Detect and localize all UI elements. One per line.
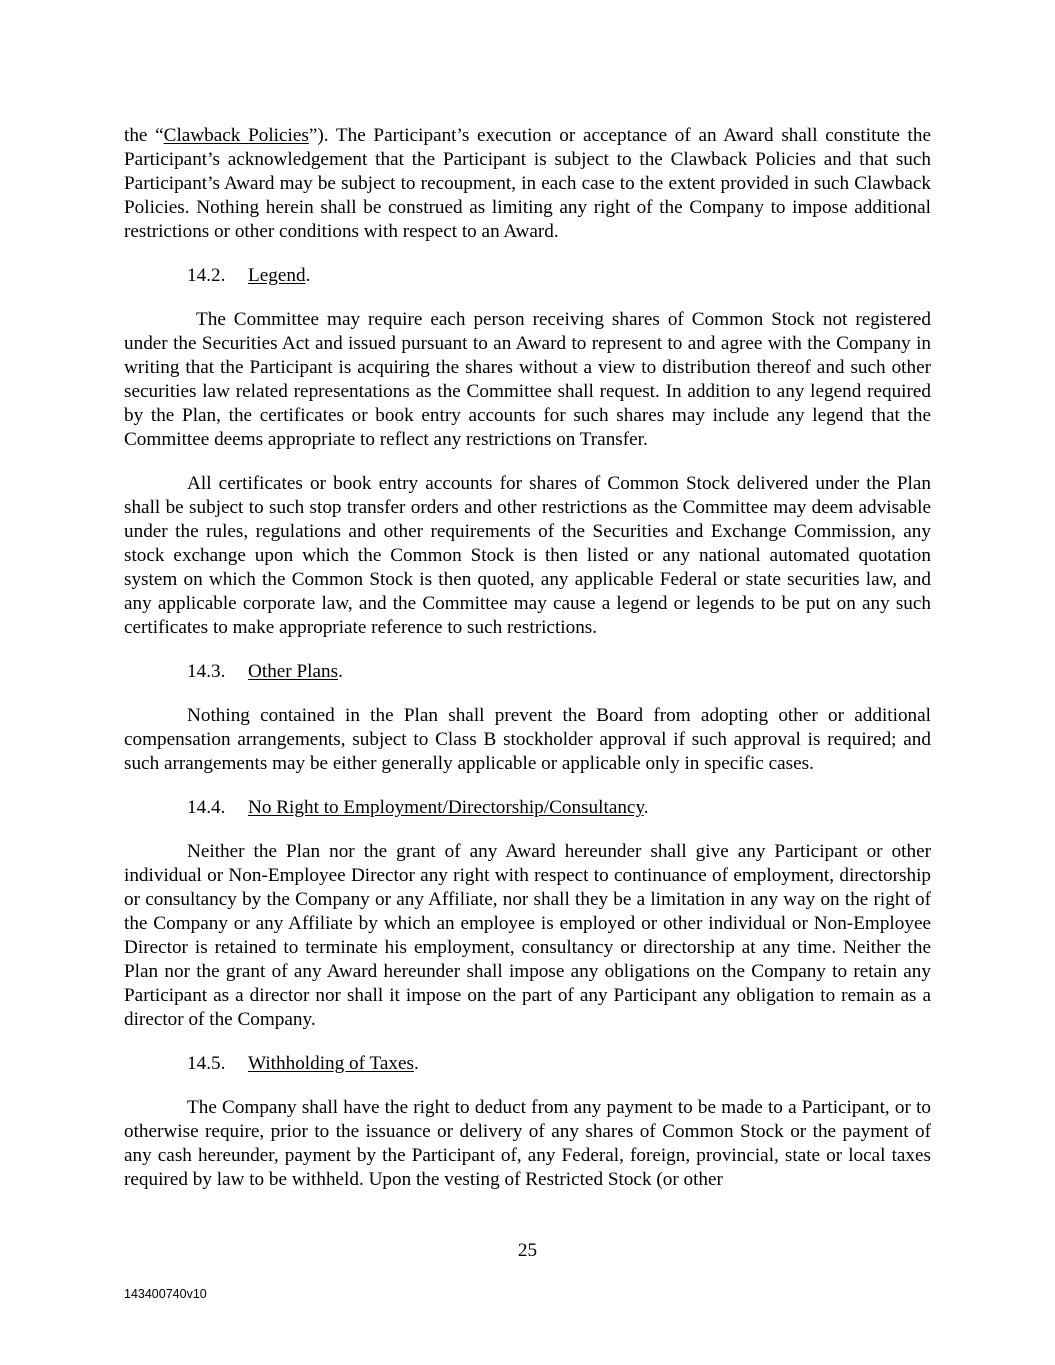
section-heading-14-4: 14.4. No Right to Employment/Directorship/Consultancy. <box>187 797 649 818</box>
document-id: 143400740v10 <box>124 1287 207 1301</box>
section-heading-14-5: 14.5. Withholding of Taxes. <box>187 1053 419 1074</box>
section-heading-14-3: 14.3. Other Plans. <box>187 661 343 682</box>
document-body <box>124 124 931 1212</box>
section-14-3-paragraph-1: Nothing contained in the Plan shall prevent the Board from adopting other or additional compensation arrangements, subject to Class B stockholder approval if such approval is required; and such arrangements may be either generally applicable or applicable only in specific cases. <box>124 705 931 774</box>
defined-term-clawback-policies: Clawback Policies <box>163 125 309 146</box>
section-title: Legend <box>248 265 306 286</box>
section-number: 14.5. <box>187 1053 226 1074</box>
section-title: Other Plans <box>248 661 339 682</box>
section-14-4-paragraph-1: Neither the Plan nor the grant of any Award hereunder shall give any Participant or other individual or Non-Employee Director any right with respect to continuance of employment, directorship or consultancy by the Company or any Affiliate, nor shall they be a limitation in any way on the right of the Company or any Affiliate by which an employee is employed or other individual or Non-Employee Director is retained to terminate his employment, consultancy or directorship at any time. Neither the Plan nor the grant of any Award hereunder shall impose any obligations on the Company to retain any Participant as a director nor shall it impose on the part of any Participant any obligation to remain as a director of the Company. <box>124 841 931 1030</box>
page-number: 25 <box>517 1240 538 1261</box>
section-title: No Right to Employment/Directorship/Consultancy <box>248 797 644 818</box>
section-number: 14.4. <box>187 797 226 818</box>
intro-paragraph: the “Clawback Policies”). The Participant’s execution or acceptance of an Award shall constitute the Participant’s acknowledgement that the Participant is subject to the Clawback Policies and that such Participant’s Award may be subject to recoupment, in each case to the extent provided in such Clawback Policies. Nothing herein shall be construed as limiting any right of the Company to impose additional restrictions or other conditions with respect to an Award. <box>124 125 931 242</box>
section-number: 14.3. <box>187 661 226 682</box>
section-14-2-paragraph-1: The Committee may require each person receiving shares of Common Stock not registered under the Securities Act and issued pursuant to an Award to represent to and agree with the Company in writing that the Participant is acquiring the shares without a view to distribution thereof and such other securities law related representations as the Committee shall request. In addition to any legend required by the Plan, the certificates or book entry accounts for such shares may include any legend that the Committee deems appropriate to reflect any restrictions on Transfer. <box>124 309 931 450</box>
section-heading-14-2: 14.2. Legend. <box>187 265 311 286</box>
section-14-2-paragraph-2: All certificates or book entry accounts for shares of Common Stock delivered under the Plan shall be subject to such stop transfer orders and other restrictions as the Committee may deem advisable under the rules, regulations and other requirements of the Securities and Exchange Commission, any stock exchange upon which the Common Stock is then listed or any national automated quotation system on which the Common Stock is then quoted, any applicable Federal or state securities law, and any applicable corporate law, and the Committee may cause a legend or legends to be put on any such certificates to make appropriate reference to such restrictions. <box>124 473 931 638</box>
section-number: 14.2. <box>187 265 226 286</box>
section-14-5-paragraph-1: The Company shall have the right to deduct from any payment to be made to a Participant, or to otherwise require, prior to the issuance or delivery of any shares of Common Stock or the payment of any cash hereunder, payment by the Participant of, any Federal, foreign, provincial, state or local taxes required by law to be withheld. Upon the vesting of Restricted Stock (or other <box>124 1097 931 1190</box>
section-title: Withholding of Taxes <box>248 1053 414 1074</box>
